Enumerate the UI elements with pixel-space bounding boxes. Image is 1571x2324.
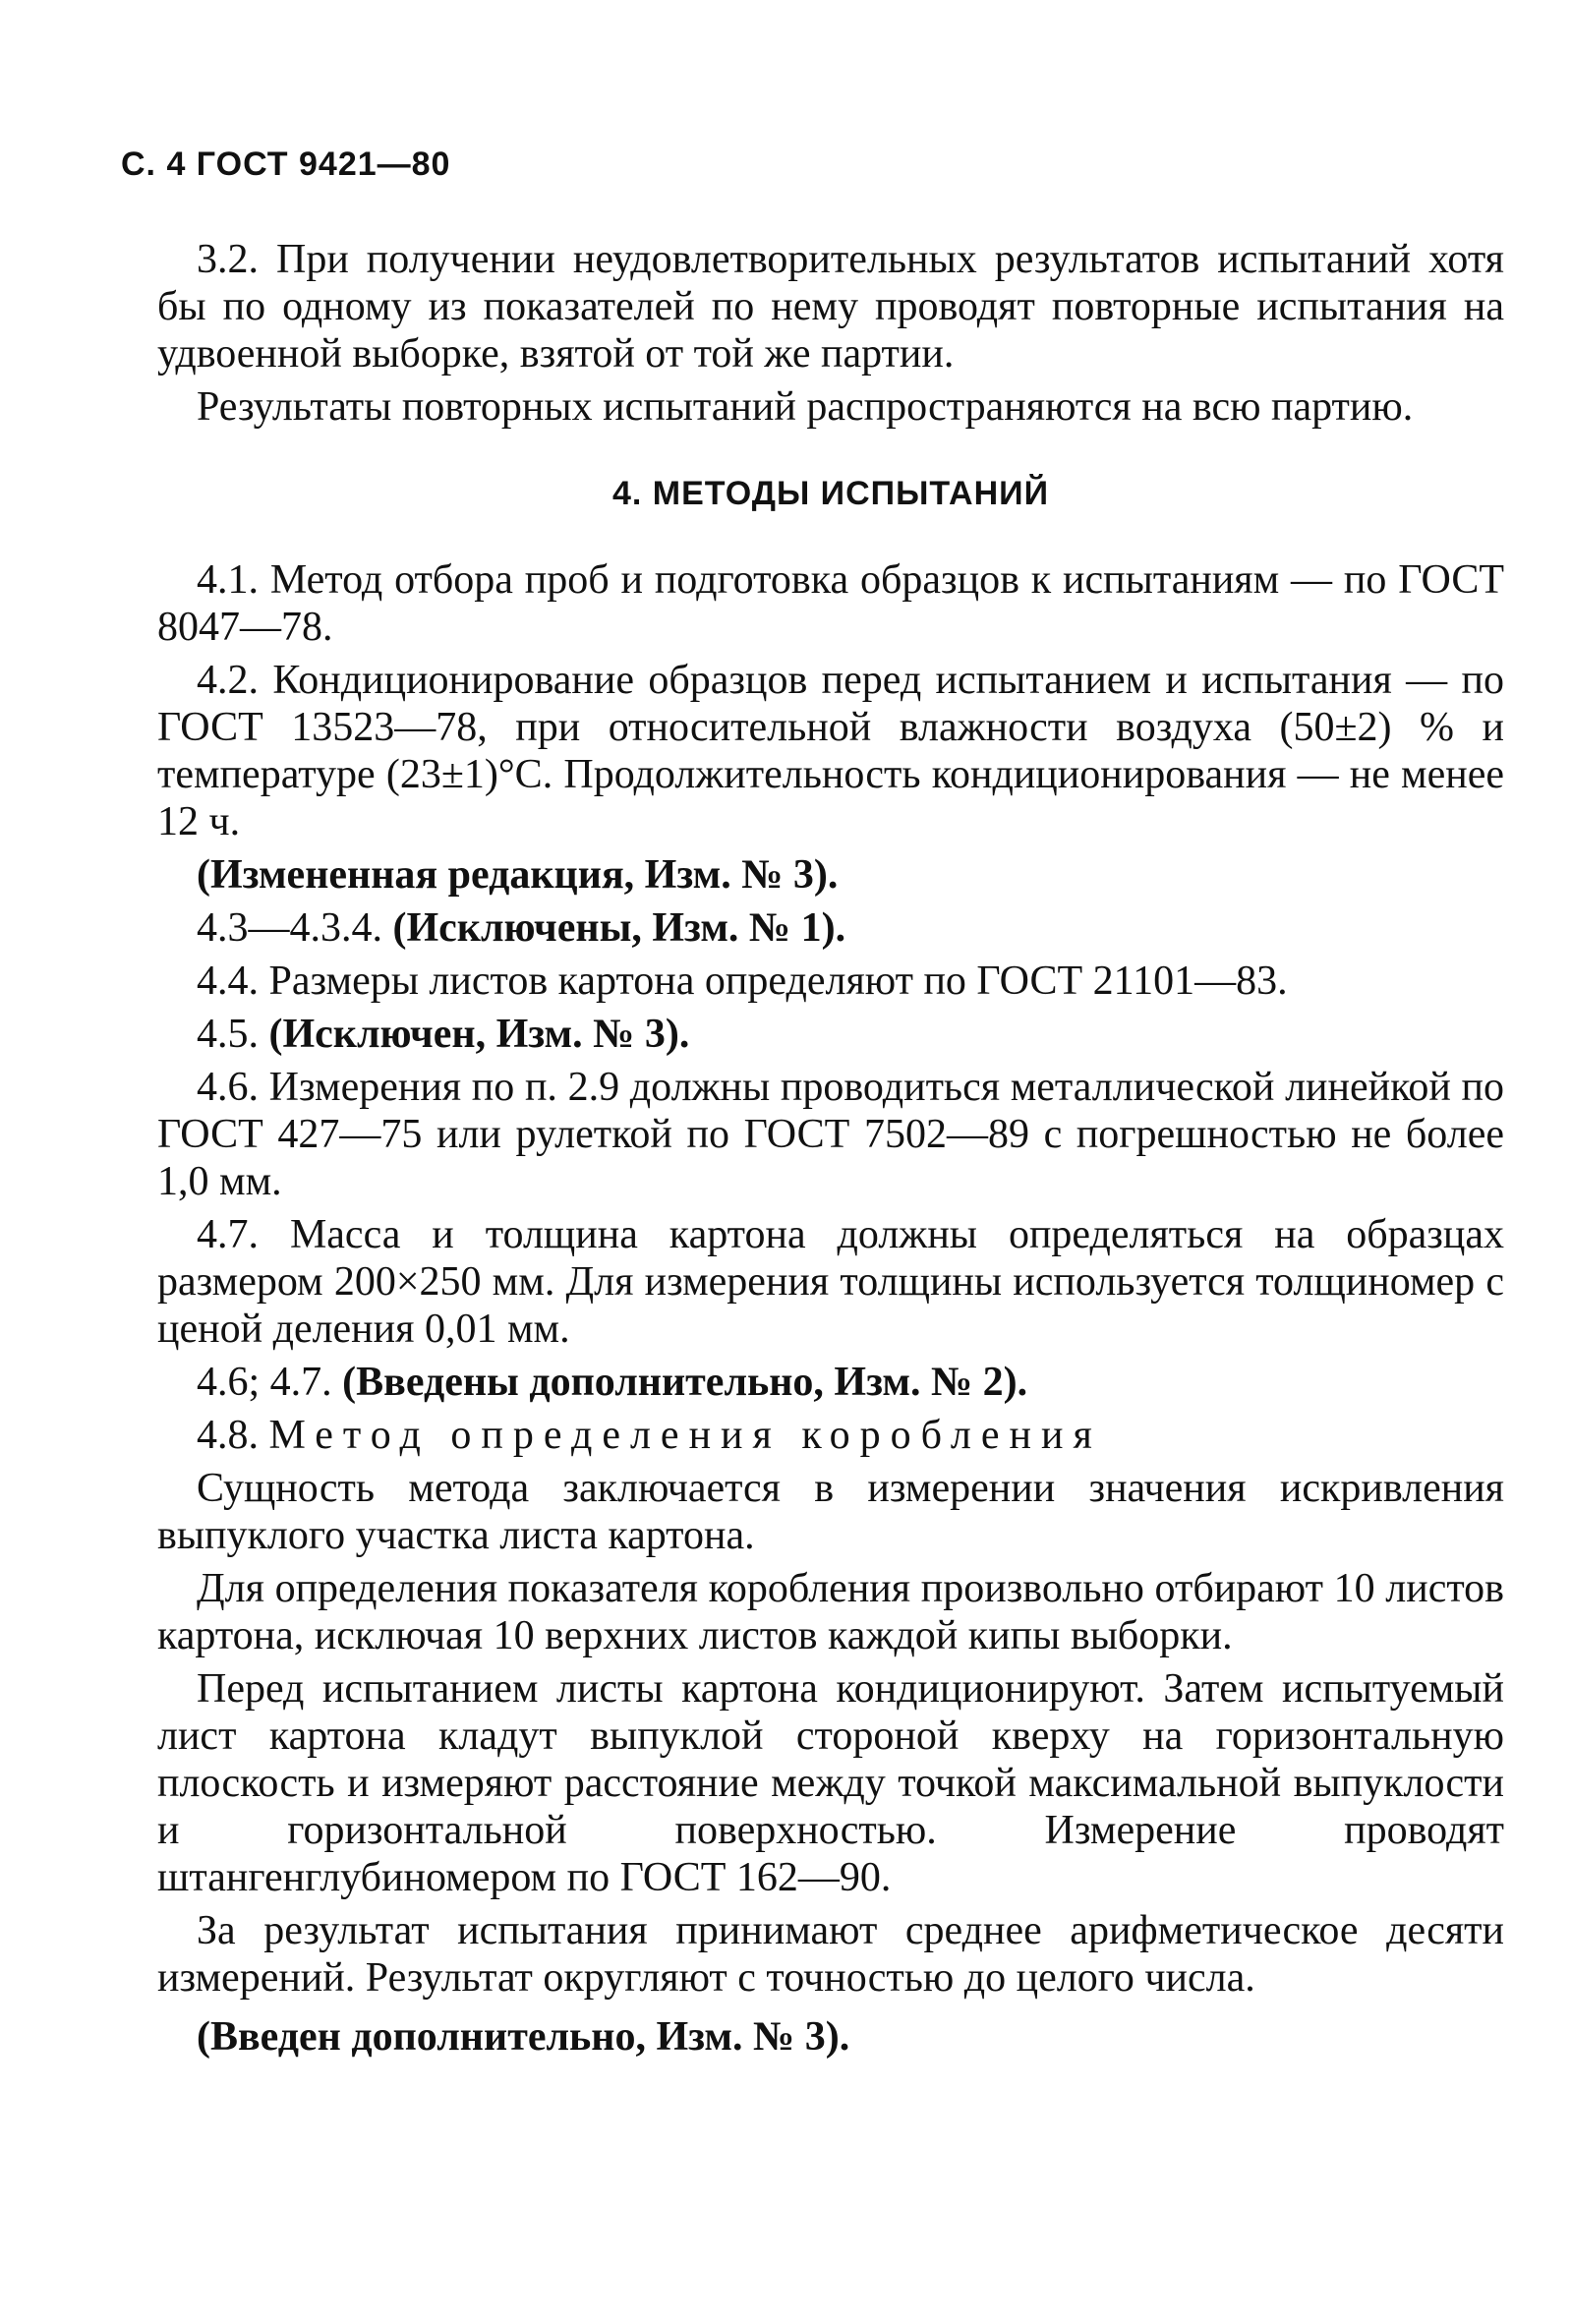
paragraph-4-8-procedure: Перед испытанием листы картона кондиционируют. Затем испытуемый лист картона кладут выпуклой стороной кверху на горизонтальную плоскость и измеряют расстояние между точкой максимальной выпуклости и горизонтальной поверхностью. Измерение проводят штангенглубиномером по ГОСТ 162—90. (157, 1666, 1504, 1900)
amendment-note-3: (Измененная редакция, Изм. № 3). (197, 852, 839, 898)
paragraph-4-7: 4.7. Масса и толщина картона должны определяться на образцах размером 200×250 мм. Для измерения толщины используется толщиномер с ценой деления 0,01 мм. (157, 1212, 1504, 1352)
paragraph-4-1: 4.1. Метод отбора проб и подготовка образцов к испытаниям — по ГОСТ 8047—78. (157, 557, 1504, 650)
note-number: 4.6; 4.7. (197, 1360, 332, 1405)
paragraph-4-4: 4.4. Размеры листов картона определяют по ГОСТ 21101—83. (197, 959, 1288, 1004)
paragraph-4-5-number: 4.5. (197, 1012, 259, 1057)
paragraph-4-3 (157, 904, 1504, 952)
paragraph-4-6: 4.6. Измерения по п. 2.9 должны проводиться металлической линейкой по ГОСТ 427—75 или рулеткой по ГОСТ 7502—89 с погрешностью не более 1,0 мм. (157, 1065, 1504, 1204)
document-body (157, 236, 1504, 2066)
paragraph-4-8-sampling: Для определения показателя коробления произвольно отбирают 10 листов картона, исключая 10 верхних листов каждой кипы выборки. (157, 1566, 1504, 1658)
paragraph-4-3-text: (Исключены, Изм. № 1). (392, 905, 846, 951)
paragraph-4-5 (157, 1011, 1504, 1058)
paragraph-4-8-essence: Сущность метода заключается в измерении значения искривления выпуклого участка листа картона. (157, 1466, 1504, 1558)
paragraph-4-3-number: 4.3—4.3.4. (197, 905, 382, 951)
paragraph-3-2: 3.2. При получении неудовлетворительных результатов испытаний хотя бы по одному из показателей по нему проводят повторные испытания на удвоенной выборке, взятой от той же партии. (157, 237, 1504, 377)
page-header: С. 4 ГОСТ 9421—80 (121, 145, 451, 183)
added-note-3: (Введен дополнительно, Изм. № 3). (197, 2014, 850, 2060)
paragraph-4-8-title (157, 1412, 1504, 1459)
method-title: Метод определения коробления (268, 1413, 1102, 1458)
paragraph-4-8-number: 4.8. (197, 1413, 259, 1458)
paragraph-3-2-results: Результаты повторных испытаний распространяются на всю партию. (197, 384, 1414, 430)
section-title: 4. МЕТОДЫ ИСПЫТАНИЙ (612, 475, 1049, 512)
note-text: (Введены дополнительно, Изм. № 2). (342, 1360, 1028, 1405)
paragraph-4-6-4-7-note (157, 1359, 1504, 1406)
paragraph-4-8-result: За результат испытания принимают среднее арифметическое десяти измерений. Результат округляют с точностью до целого числа. (157, 1908, 1504, 2001)
paragraph-4-5-text: (Исключен, Изм. № 3). (268, 1012, 690, 1057)
paragraph-4-2: 4.2. Кондиционирование образцов перед испытанием и испытания — по ГОСТ 13523—78, при относительной влажности воздуха (50±2) % и температуре (23±1)°С. Продолжительность кондиционирования — не менее 12 ч. (157, 658, 1504, 844)
